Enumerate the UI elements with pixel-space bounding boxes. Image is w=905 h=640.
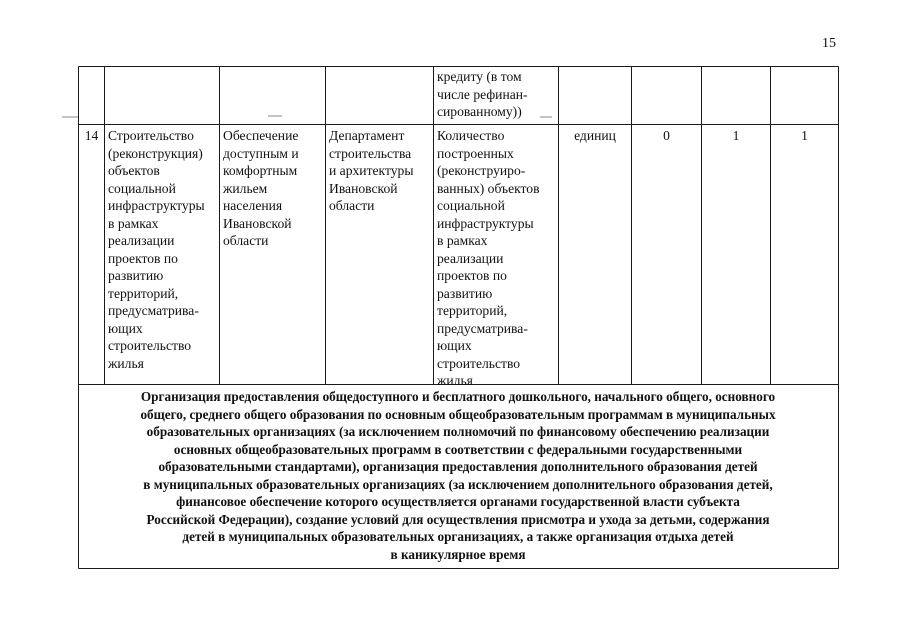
continuation-indicator-cell: кредиту (в том числе рефинан- сированному)) — [437, 69, 528, 119]
value-cell-1: 0 — [663, 128, 670, 143]
value-cell-3: 1 — [801, 128, 808, 143]
value-cell-2: 1 — [732, 128, 740, 143]
event-cell: Строительство (реконструкция) объектов социальной инфраструктуры в рамках реализации проектов по развитию территорий, предусматрива- ющих строительство жилья — [108, 128, 205, 371]
executor-cell: Департамент строительства и архитектуры Ивановской области — [329, 128, 414, 213]
unit-cell: единиц — [574, 128, 616, 143]
page-number: 15 — [822, 36, 836, 51]
goal-cell: Обеспечение доступным и комфортным жильем населения Ивановской области — [223, 128, 299, 248]
indicator-cell: Количество построенных (реконструиро- ванных) объектов социальной инфраструктуры в рамках реализации проектов по развитию территорий, предусматрива- ющих строительство жилья — [437, 128, 540, 388]
section-heading: Организация предоставления общедоступного и бесплатного дошкольного, начального общего, основного общего, среднего общего образования по основным общеобразовательным программам в муниципальных образовательных организациях (за исключением полномочий по финансовому обеспечению реализации основных общеобразовательных программ в соответствии с федеральными государственными образовательными стандартами), организация предоставления дополнительного образования детей в муниципальных образовательных организациях (за исключением дополнительного образования детей, финансовое обеспечение которого осуществляется органами государственной власти субъекта Российской Федерации), создание условий для осуществления присмотра и ухода за детьми, содержания детей в муниципальных образовательных организациях, а также организация отдыха детей в каникулярное время — [140, 389, 776, 562]
row-number-cell: 14 — [84, 128, 99, 143]
